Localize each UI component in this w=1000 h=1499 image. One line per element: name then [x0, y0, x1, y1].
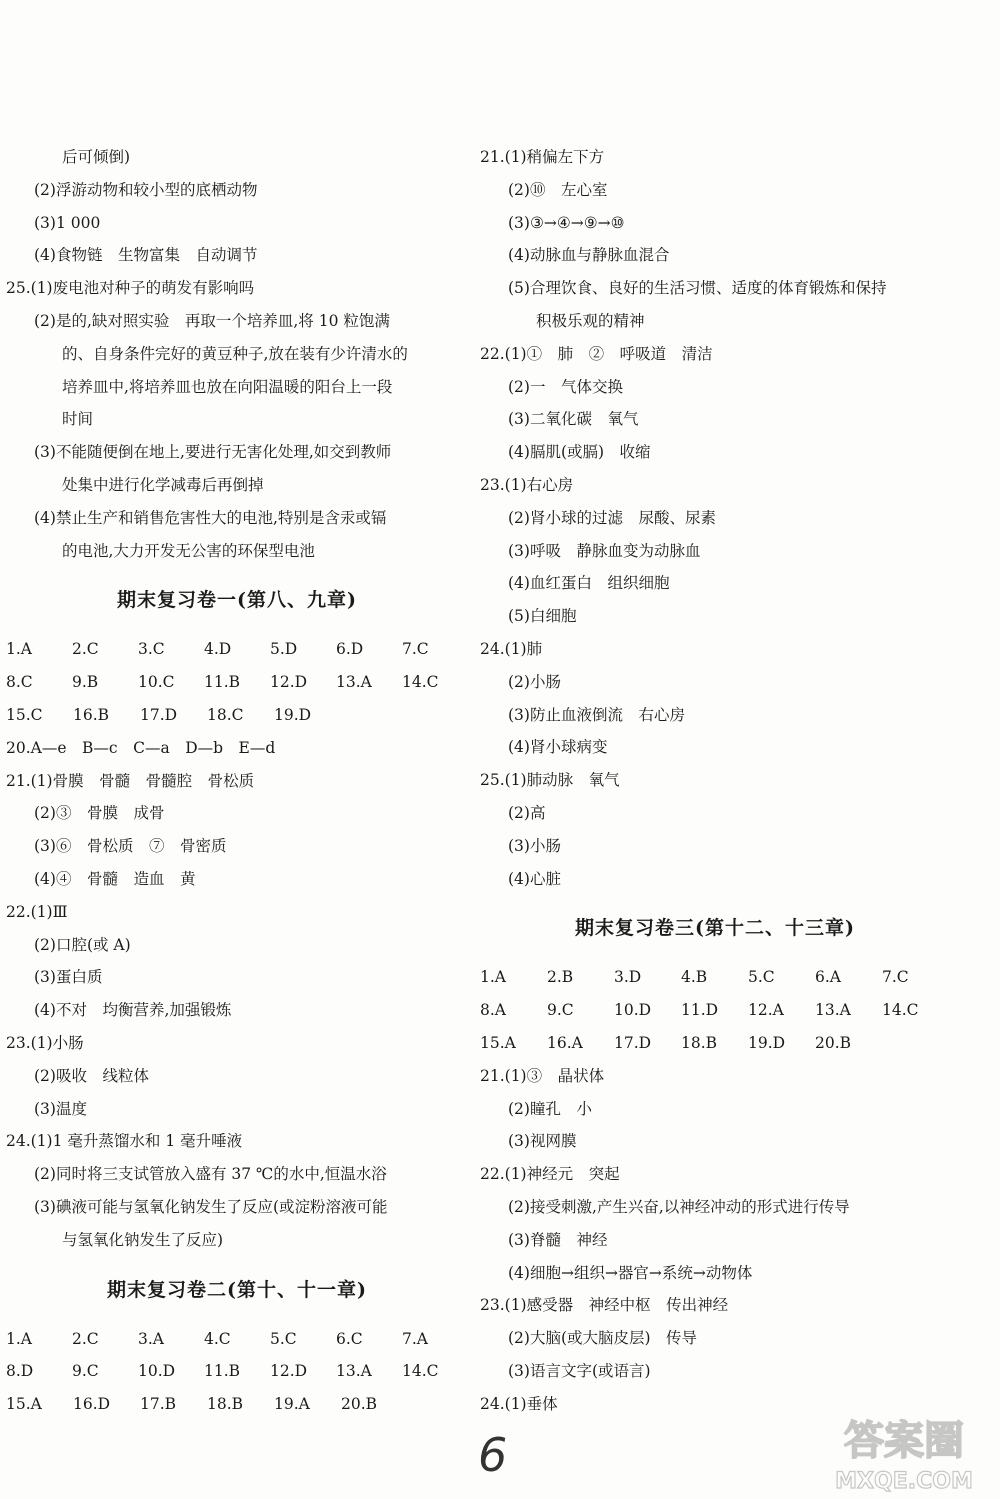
mc-answer: 8.D	[6, 1362, 34, 1381]
answer-line: (2)吸收 线粒体	[34, 1066, 149, 1085]
mc-answer: 6.D	[336, 640, 364, 659]
mc-answer: 13.A	[815, 1001, 851, 1020]
answer-line: 23.(1)右心房	[480, 475, 574, 494]
answer-line: 24.(1)1 毫升蒸馏水和 1 毫升唾液	[6, 1132, 243, 1151]
mc-answer-row	[480, 1027, 950, 1060]
answer-line: (2)瞳孔 小	[508, 1099, 592, 1118]
mc-answer: 19.A	[274, 1395, 310, 1414]
answer-line: (3)1 000	[34, 213, 101, 232]
mc-answer: 15.A	[6, 1395, 42, 1414]
mc-answer: 2.C	[72, 640, 99, 659]
answer-line: 后可倾倒)	[62, 148, 131, 166]
answer-line: (3)语言文字(或语言)	[508, 1361, 651, 1380]
answer-line: 与氢氧化钠发生了反应)	[62, 1230, 224, 1249]
mc-answer: 2.C	[72, 1329, 99, 1348]
answer-line: (2)是的,缺对照实验 再取一个培养皿,将 10 粒饱满	[34, 311, 390, 330]
mc-answer: 20.B	[815, 1033, 852, 1052]
answer-line: 21.(1)骨膜 骨髓 骨髓腔 骨松质	[6, 771, 255, 790]
answer-line: (2)⑩ 左心室	[508, 180, 608, 199]
answer-line: (2)肾小球的过滤 尿酸、尿素	[508, 508, 716, 527]
watermark-logo	[812, 1408, 996, 1496]
mc-answer: 9.B	[72, 673, 99, 692]
mc-answer: 4.C	[204, 1329, 231, 1348]
page-number: 6	[478, 1428, 508, 1482]
answer-line: (3)防止血液倒流 右心房	[508, 705, 685, 724]
mc-answer: 1.A	[480, 968, 506, 987]
mc-answer: 9.C	[547, 1001, 574, 1020]
mc-answer: 19.D	[274, 705, 312, 724]
answer-line: 处集中进行化学减毒后再倒掉	[62, 475, 264, 494]
mc-answer: 18.C	[207, 705, 244, 724]
answer-line: (3)③→④→⑨→⑩	[508, 213, 625, 232]
answer-line: 23.(1)小肠	[6, 1033, 84, 1052]
mc-answer: 18.B	[681, 1033, 718, 1052]
mc-answer: 10.C	[138, 673, 175, 692]
answer-line: (3)小肠	[508, 836, 561, 855]
answer-line: (4)不对 均衡营养,加强锻炼	[34, 1001, 232, 1020]
answer-line: (3)脊髓 神经	[508, 1230, 608, 1249]
answer-line: (2)③ 骨膜 成骨	[34, 804, 165, 823]
mc-answer-row	[6, 699, 468, 732]
answer-line: 23.(1)感受器 神经中枢 传出神经	[480, 1296, 729, 1315]
answer-line: (3)呼吸 静脉血变为动脉血	[508, 541, 701, 560]
answer-line: (3)视网膜	[508, 1132, 577, 1151]
mc-answer-row	[6, 1355, 468, 1388]
answer-line: (2)一 气体交换	[508, 377, 623, 396]
mc-answer: 10.D	[614, 1001, 652, 1020]
mc-answer: 2.B	[547, 968, 574, 987]
mc-answer-row	[480, 994, 950, 1027]
mc-answer: 14.C	[882, 1001, 919, 1020]
mc-answer: 12.D	[270, 673, 308, 692]
mc-answer: 13.A	[336, 673, 372, 692]
mc-answer: 1.A	[6, 640, 32, 659]
mc-answer: 20.B	[341, 1395, 378, 1414]
mc-answer: 16.A	[547, 1033, 583, 1052]
mc-answer: 18.B	[207, 1395, 244, 1414]
mc-answer: 13.A	[336, 1362, 372, 1381]
answer-line: 20.A—e B—c C—a D—b E—d	[6, 738, 276, 757]
answer-line: 22.(1)神经元 突起	[480, 1165, 620, 1184]
answer-line: 培养皿中,将培养皿也放在向阳温暖的阳台上一段	[62, 377, 393, 396]
answer-line: (3)二氧化碳 氧气	[508, 410, 639, 429]
watermark-text-cn: 答案圈	[844, 1418, 964, 1464]
answer-line: (5)白细胞	[508, 607, 577, 626]
answer-line: (3)温度	[34, 1099, 87, 1118]
answer-line: (2)浮游动物和较小型的底栖动物	[34, 180, 258, 199]
answer-line: 21.(1)③ 晶状体	[480, 1066, 605, 1085]
mc-answer: 7.C	[882, 968, 909, 987]
mc-answer: 7.C	[402, 640, 429, 659]
answer-line: (2)同时将三支试管放入盛有 37 ℃的水中,恒温水浴	[34, 1165, 387, 1184]
mc-answer-row	[6, 1388, 468, 1421]
answer-line: (4)动脉血与静脉血混合	[508, 246, 670, 265]
answer-line: 22.(1)① 肺 ② 呼吸道 清洁	[480, 344, 713, 363]
answer-line: 的电池,大力开发无公害的环保型电池	[62, 541, 315, 560]
section-heading: 期末复习卷一(第八、九章)	[117, 589, 357, 612]
mc-answer: 12.D	[270, 1362, 308, 1381]
mc-answer: 14.C	[402, 1362, 439, 1381]
mc-answer: 16.D	[73, 1395, 111, 1414]
answer-line: 21.(1)稍偏左下方	[480, 148, 605, 166]
mc-answer: 8.A	[480, 1001, 506, 1020]
mc-answer: 10.D	[138, 1362, 176, 1381]
mc-answer: 16.B	[73, 705, 110, 724]
answer-line: (3)碘液可能与氢氧化钠发生了反应(或淀粉溶液可能	[34, 1197, 388, 1216]
answer-line: (2)口腔(或 A)	[34, 935, 131, 954]
mc-answer-row	[6, 633, 468, 666]
answer-line: (4)食物链 生物富集 自动调节	[34, 246, 258, 265]
mc-answer: 6.A	[815, 968, 841, 987]
answer-line: (2)高	[508, 803, 546, 822]
answer-line: 25.(1)废电池对种子的萌发有影响吗	[6, 279, 255, 298]
answer-line: (2)接受刺激,产生兴奋,以神经冲动的形式进行传导	[508, 1197, 850, 1216]
answer-line: (3)蛋白质	[34, 968, 103, 987]
answer-line: (4)心脏	[508, 869, 561, 888]
answer-line: 24.(1)垂体	[480, 1394, 558, 1413]
mc-answer: 3.A	[138, 1329, 164, 1348]
mc-answer-row	[6, 666, 468, 699]
answer-line: 积极乐观的精神	[536, 311, 645, 330]
answer-line: 的、自身条件完好的黄豆种子,放在装有少许清水的	[62, 344, 408, 363]
section-heading: 期末复习卷三(第十二、十三章)	[575, 917, 855, 940]
right-column	[480, 141, 950, 1420]
mc-answer: 5.C	[748, 968, 775, 987]
answer-line: (4)膈肌(或膈) 收缩	[508, 443, 651, 462]
answer-line: (4)禁止生产和销售危害性大的电池,特别是含汞或镉	[34, 508, 387, 527]
mc-answer: 4.B	[681, 968, 708, 987]
answer-line: (4)血红蛋白 组织细胞	[508, 574, 670, 593]
mc-answer: 11.B	[204, 1362, 241, 1381]
answer-line: 22.(1)Ⅲ	[6, 902, 68, 921]
mc-answer: 8.C	[6, 673, 33, 692]
mc-answer: 15.A	[480, 1033, 516, 1052]
answer-line: (5)合理饮食、良好的生活习惯、适度的体育锻炼和保持	[508, 279, 887, 298]
mc-answer: 17.D	[140, 705, 178, 724]
mc-answer: 17.B	[140, 1395, 177, 1414]
answer-line: 时间	[62, 410, 94, 429]
left-column	[6, 141, 468, 1421]
mc-answer: 6.C	[336, 1329, 363, 1348]
answer-line: 24.(1)肺	[480, 639, 543, 658]
mc-answer: 5.C	[270, 1329, 297, 1348]
watermark-text-url: MXQE.COM	[835, 1469, 973, 1494]
mc-answer: 5.D	[270, 640, 298, 659]
answer-line: (2)大脑(或大脑皮层) 传导	[508, 1329, 698, 1348]
mc-answer-row	[6, 1323, 468, 1356]
answer-line: (3)⑥ 骨松质 ⑦ 骨密质	[34, 837, 227, 856]
section-heading: 期末复习卷二(第十、十一章)	[107, 1278, 367, 1301]
mc-answer: 7.A	[402, 1329, 428, 1348]
answer-line: 25.(1)肺动脉 氧气	[480, 771, 620, 790]
mc-answer: 17.D	[614, 1033, 652, 1052]
mc-answer: 3.D	[614, 968, 642, 987]
mc-answer: 12.A	[748, 1001, 784, 1020]
mc-answer-row	[480, 961, 950, 994]
mc-answer: 14.C	[402, 673, 439, 692]
answer-line: (4)④ 骨髓 造血 黄	[34, 869, 196, 888]
mc-answer: 15.C	[6, 705, 43, 724]
mc-answer: 4.D	[204, 640, 232, 659]
mc-answer: 1.A	[6, 1329, 32, 1348]
mc-answer: 11.D	[681, 1001, 719, 1020]
answer-line: (2)小肠	[508, 672, 561, 691]
answer-line: (4)肾小球病变	[508, 738, 608, 757]
answer-line: (3)不能随便倒在地上,要进行无害化处理,如交到教师	[34, 443, 392, 462]
answer-line: (4)细胞→组织→器官→系统→动物体	[508, 1263, 753, 1282]
mc-answer: 3.C	[138, 640, 165, 659]
mc-answer: 11.B	[204, 673, 241, 692]
mc-answer: 9.C	[72, 1362, 99, 1381]
mc-answer: 19.D	[748, 1033, 786, 1052]
